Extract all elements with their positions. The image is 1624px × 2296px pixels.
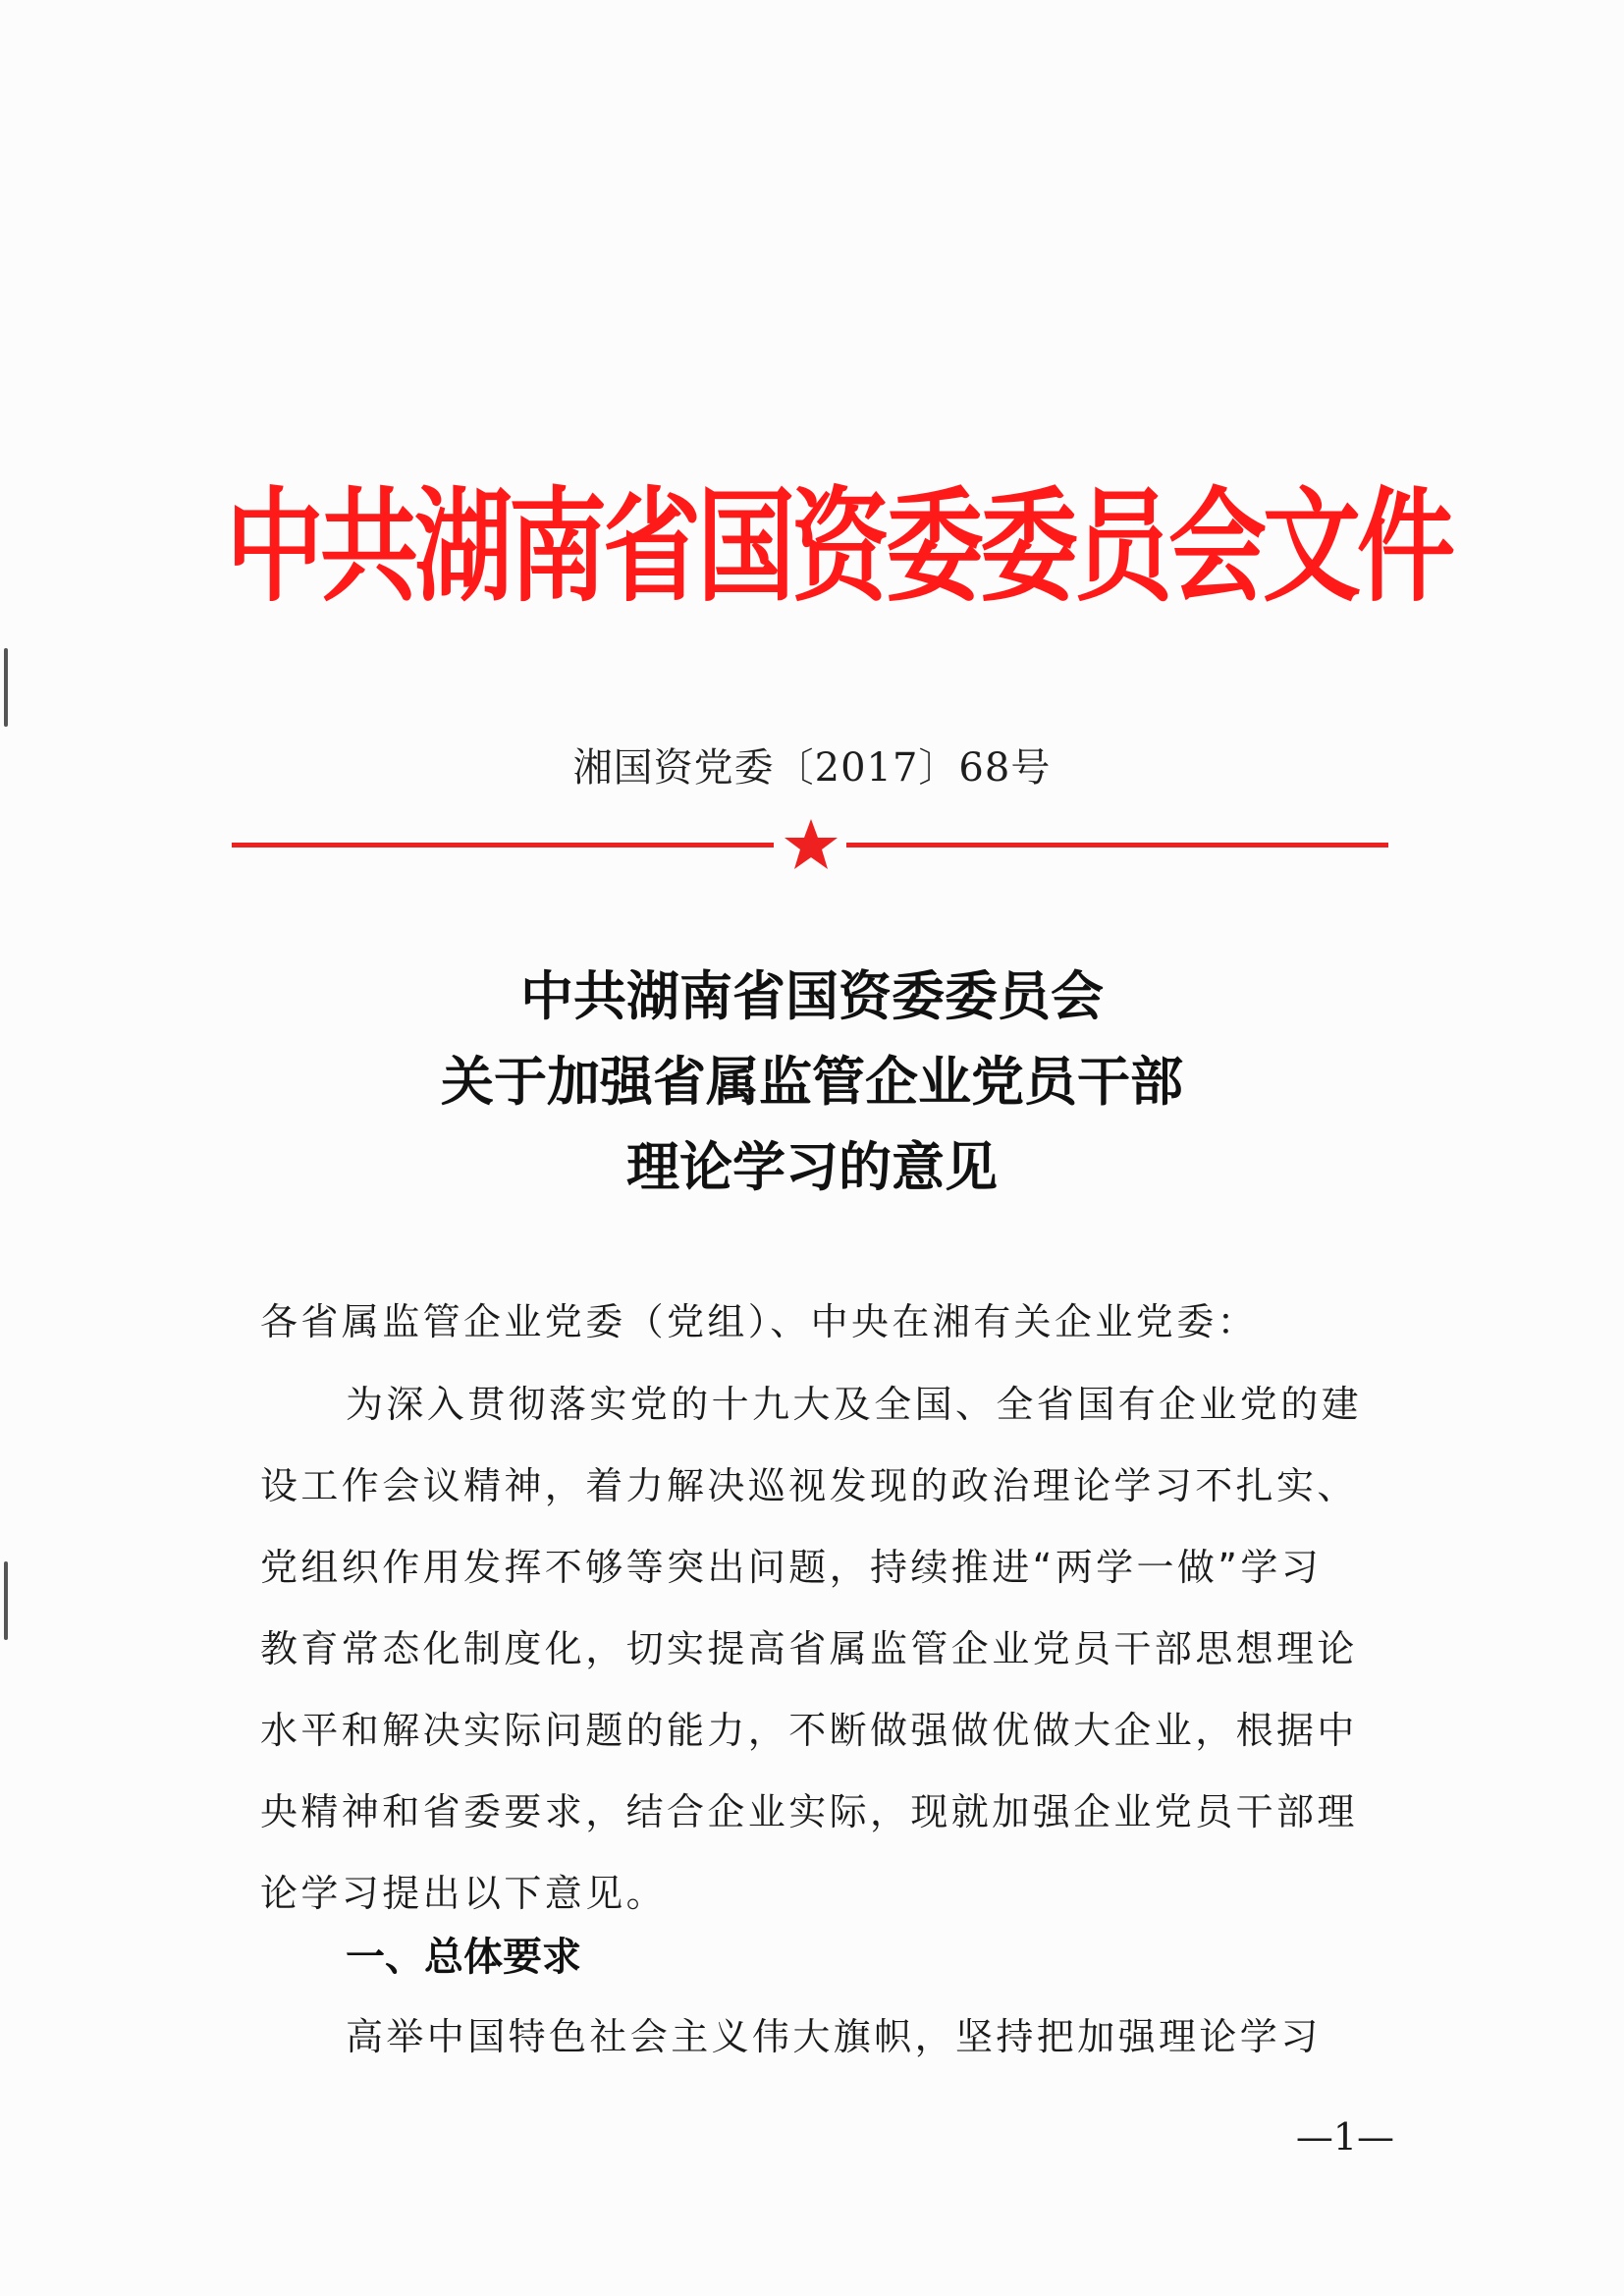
section-heading: 一、总体要求 xyxy=(346,1935,581,1980)
paragraph-line: 党组织作用发挥不够等突出问题，持续推进“两学一做”学习 xyxy=(260,1546,1323,1589)
document-title-line-3: 理论学习的意见 xyxy=(626,1136,998,1198)
red-star-icon xyxy=(782,815,840,874)
scan-edge-mark xyxy=(4,648,8,727)
page-number: —1— xyxy=(1295,2115,1394,2159)
document-title-line-2: 关于加强省属监管企业党员干部 xyxy=(441,1051,1183,1113)
red-rule-right xyxy=(846,843,1388,847)
paragraph-line: 教育常态化制度化，切实提高省属监管企业党员干部思想理论 xyxy=(260,1627,1358,1670)
red-header-title: 中共湖南省国资委委员会文件 xyxy=(226,474,1451,619)
scan-edge-mark xyxy=(4,1561,8,1640)
red-rule-left xyxy=(232,843,774,847)
document-title-line-1: 中共湖南省国资委委员会 xyxy=(520,965,1104,1027)
document-number: 湘国资党委〔2017〕68号 xyxy=(572,745,1052,791)
salutation: 各省属监管企业党委（党组）、中央在湘有关企业党委： xyxy=(260,1300,1259,1343)
paragraph-line: 高举中国特色社会主义伟大旗帜，坚持把加强理论学习 xyxy=(346,2015,1322,2058)
paragraph-line: 央精神和省委要求，结合企业实际，现就加强企业党员干部理 xyxy=(260,1790,1358,1833)
paragraph-line: 为深入贯彻落实党的十九大及全国、全省国有企业党的建 xyxy=(346,1383,1363,1426)
paragraph-line: 设工作会议精神，着力解决巡视发现的政治理论学习不扎实、 xyxy=(260,1464,1358,1507)
paragraph-line: 论学习提出以下意见。 xyxy=(260,1872,668,1915)
paragraph-line: 水平和解决实际问题的能力，不断做强做优做大企业，根据中 xyxy=(260,1709,1358,1752)
